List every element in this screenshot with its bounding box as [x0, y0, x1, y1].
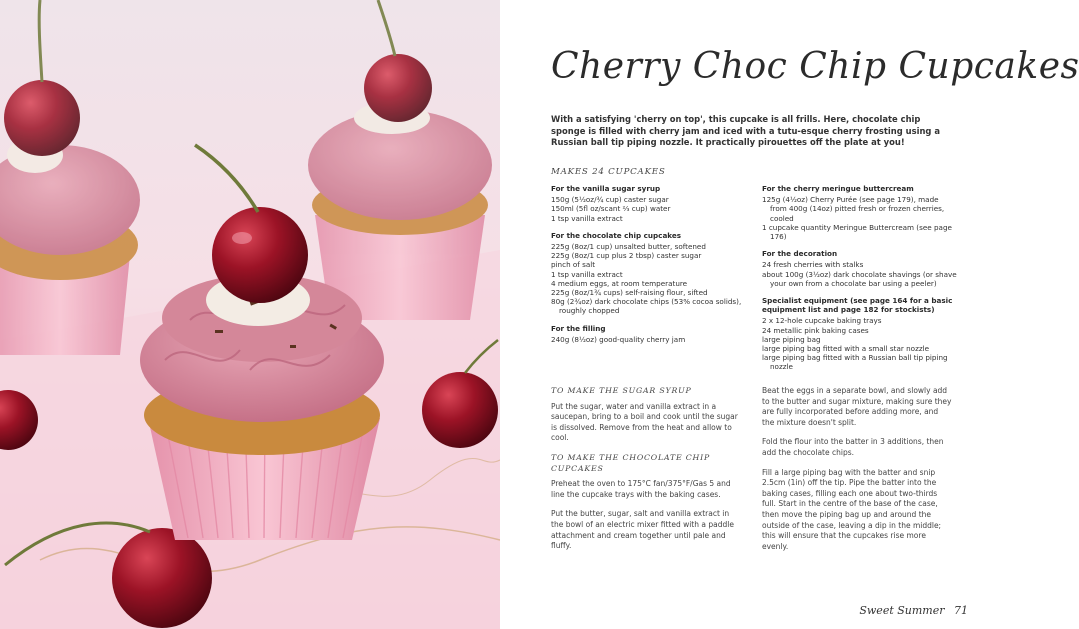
ingredient-line: 225g (8oz/1¾ cups) self-raising flour, sifted — [551, 288, 708, 298]
ingredient-group-heading: For the vanilla sugar syrup — [551, 184, 661, 193]
section-name: Sweet Summer — [859, 604, 945, 617]
ingredient-line: 80g (2¾oz) dark chocolate chips (53% cocoa solids), roughly chopped — [551, 297, 742, 316]
ingredient-group — [762, 184, 957, 241]
ingredient-line: pinch of salt — [551, 260, 596, 270]
cupcake-photo — [0, 0, 500, 629]
ingredients-left-column — [551, 184, 746, 352]
method-paragraph: Beat the eggs in a separate bowl, and slowly add to the butter and sugar mixture, making sure they are fully incorporated before adding more, and the mixture doesn't split. — [762, 386, 952, 427]
page-title: Cherry Choc Chip Cupcakes — [551, 46, 1079, 87]
method-heading: TO MAKE THE CHOCOLATE CHIP CUPCAKES — [551, 452, 711, 473]
method-paragraph: Put the butter, sugar, salt and vanilla extract in the bowl of an electric mixer fitted with a paddle attachment and cream together until pale and fluffy. — [551, 509, 734, 551]
method-right-column — [762, 386, 952, 561]
ingredient-group — [551, 184, 746, 223]
ingredient-group-heading: For the filling — [551, 323, 606, 333]
ingredient-line: 24 fresh cherries with stalks — [762, 260, 864, 270]
ingredient-group — [762, 296, 957, 372]
intro-text: With a satisfying 'cherry on top', this cupcake is all frills. Here, chocolate chip sponge is filled with cherry jam and iced with a tutu-esque cherry frosting using a Russian ball tip piping nozzle. It practically pirouettes off the plate at you! — [551, 114, 940, 148]
ingredient-group — [551, 231, 746, 316]
ingredients-right-column — [762, 184, 957, 380]
ingredient-line: large piping bag fitted with a small star nozzle — [762, 344, 930, 354]
ingredient-group — [551, 324, 746, 344]
ingredient-group — [762, 249, 957, 288]
ingredient-group-heading: For the chocolate chip cupcakes — [551, 230, 682, 240]
page-footer — [859, 604, 968, 617]
method-paragraph: Fold the flour into the batter in 3 additions, then add the chocolate chips. — [762, 437, 944, 457]
page-number: 71 — [954, 604, 968, 617]
ingredient-line: 150g (5½oz/¾ cup) caster sugar — [551, 195, 669, 205]
ingredient-line: 225g (8oz/1 cup plus 2 tbsp) caster sugar — [551, 251, 702, 261]
ingredient-line: 1 tsp vanilla extract — [551, 213, 623, 223]
method-left-column — [551, 386, 739, 561]
ingredient-line: large piping bag fitted with a Russian ball tip piping nozzle — [762, 353, 948, 372]
ingredient-line: 1 cupcake quantity Meringue Buttercream (see page 176) — [762, 222, 952, 242]
ingredient-line: 125g (4½oz) Cherry Purée (see page 179), made from 400g (14oz) pitted fresh or frozen cherries, cooled — [762, 195, 945, 223]
ingredient-group-heading: For the cherry meringue buttercream — [762, 184, 914, 193]
method-paragraph: Fill a large piping bag with the batter and snip 2.5cm (1in) off the tip. Pipe the batter into the baking cases, filling each one about two-thirds full. Start in the centre of the base of the case, then move the piping bag up and around the outside of the case, leaving a dip in the middle; this will ensure that the cupcakes rise more evenly. — [762, 467, 942, 551]
ingredient-group-heading: For the decoration — [762, 249, 838, 259]
ingredient-line: 1 tsp vanilla extract — [551, 269, 623, 279]
ingredient-line: 24 metallic pink baking cases — [762, 325, 869, 335]
ingredient-line: 150ml (5fl oz/scant ⅔ cup) water — [551, 204, 671, 214]
method-heading: TO MAKE THE SUGAR SYRUP — [551, 386, 692, 395]
ingredient-line: 240g (8½oz) good-quality cherry jam — [551, 334, 686, 344]
ingredient-line: about 100g (3½oz) dark chocolate shavings (or shave your own from a chocolate bar using a peeler) — [762, 269, 957, 288]
method-paragraph: Preheat the oven to 175°C fan/375°F/Gas 5 and line the cupcake trays with the baking cases. — [551, 479, 731, 499]
ingredient-line: 225g (8oz/1 cup) unsalted butter, softened — [551, 242, 706, 252]
recipe-page — [500, 0, 1079, 629]
ingredient-line: large piping bag — [762, 334, 821, 344]
yield-label: MAKES 24 CUPCAKES — [551, 167, 666, 177]
ingredient-group-heading: Specialist equipment (see page 164 for a basic equipment list and page 182 for stockists) — [762, 296, 953, 315]
ingredient-line: 4 medium eggs, at room temperature — [551, 278, 688, 288]
ingredient-line: 2 x 12-hole cupcake baking trays — [762, 316, 882, 326]
method-paragraph: Put the sugar, water and vanilla extract in a saucepan, bring to a boil and cook until the sugar is dissolved. Remove from the heat and allow to cool. — [551, 401, 738, 443]
